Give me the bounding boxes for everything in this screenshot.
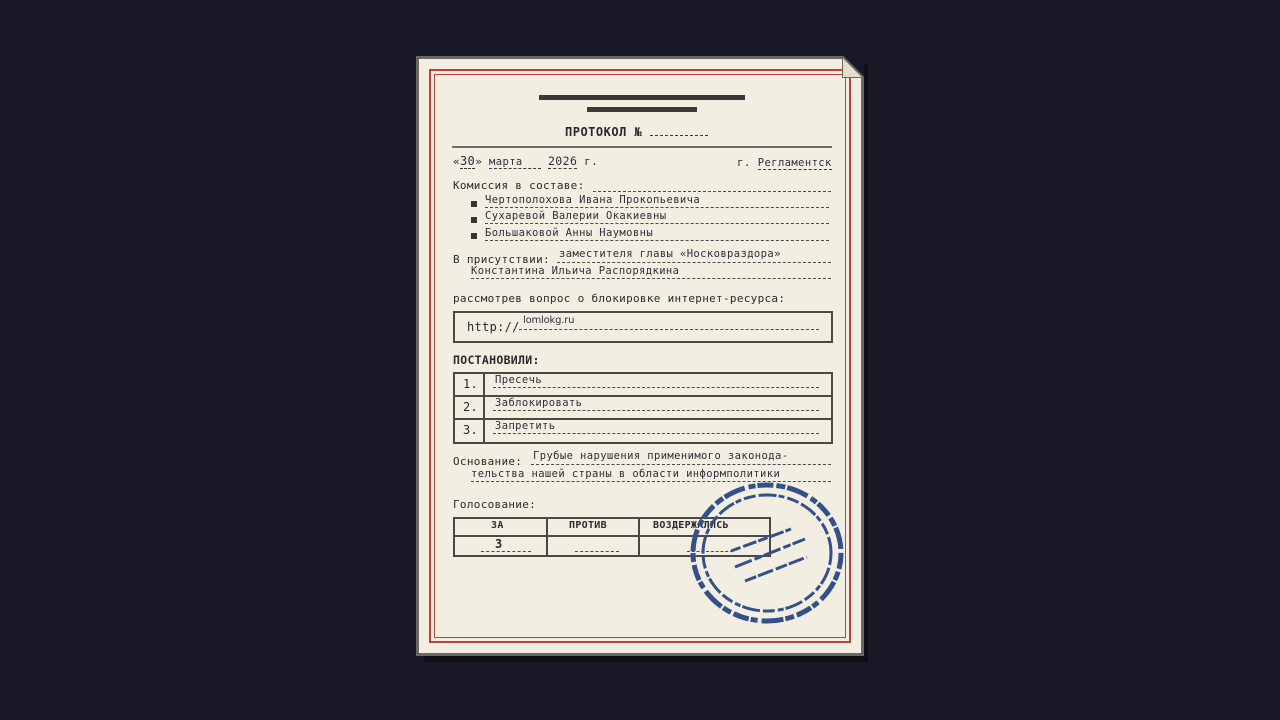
header-bar-top bbox=[539, 95, 745, 100]
document-title bbox=[565, 125, 708, 139]
member-2-underline bbox=[485, 223, 829, 224]
vote-value-for: 3 bbox=[495, 537, 503, 551]
date-suffix: г. bbox=[584, 155, 599, 168]
vote-underline-for bbox=[481, 551, 531, 552]
basis-line-1: Грубые нарушения применимого законода- bbox=[533, 450, 789, 462]
member-bullet-3 bbox=[471, 233, 477, 239]
vote-header-for: ЗА bbox=[491, 520, 504, 531]
city-prefix: г. bbox=[737, 156, 751, 169]
member-3-underline bbox=[485, 240, 829, 241]
protocol-document bbox=[416, 56, 864, 656]
official-stamp-icon bbox=[687, 477, 847, 627]
resolution-text-2: Заблокировать bbox=[495, 397, 583, 409]
presence-underline-1 bbox=[557, 262, 831, 263]
resolution-num-1: 1. bbox=[463, 377, 479, 391]
resolution-num-3: 3. bbox=[463, 423, 479, 437]
vote-divider-1 bbox=[546, 517, 548, 557]
url-value: lomlokg.ru bbox=[523, 315, 575, 326]
basis-label: Основание: bbox=[453, 455, 523, 468]
presence-line-2: Константина Ильича Распорядкина bbox=[471, 265, 680, 277]
folded-corner-icon bbox=[842, 56, 864, 78]
resolution-text-1: Пресечь bbox=[495, 374, 543, 386]
resolution-underline-1 bbox=[493, 387, 819, 388]
title-rule bbox=[452, 146, 832, 148]
header-bar-bottom bbox=[587, 107, 697, 112]
consider-label: рассмотрев вопрос о блокировке интернет-ресурса: bbox=[453, 292, 786, 305]
resolution-text-3: Запретить bbox=[495, 420, 556, 432]
url-prefix: http:// bbox=[467, 320, 520, 334]
vote-header-abstained: ВОЗДЕРЖАЛИСЬ bbox=[653, 520, 729, 531]
title-text: ПРОТОКОЛ № bbox=[565, 125, 643, 139]
resolved-label: ПОСТАНОВИЛИ: bbox=[453, 353, 540, 367]
member-1: Чертополохова Ивана Прокопьевича bbox=[485, 194, 701, 206]
member-1-underline bbox=[485, 207, 829, 208]
city-line bbox=[737, 156, 832, 169]
resolutions-divider bbox=[483, 372, 485, 444]
protocol-number-blank bbox=[650, 125, 708, 136]
resolution-underline-3 bbox=[493, 433, 819, 434]
vote-header-against: ПРОТИВ bbox=[569, 520, 607, 531]
date-day: 30 bbox=[459, 154, 476, 168]
date-line: «30» марта 2026 г. bbox=[453, 154, 599, 168]
vote-underline-against bbox=[575, 551, 619, 552]
member-2: Сухаревой Валерии Окакиевны bbox=[485, 210, 667, 222]
vote-label: Голосование: bbox=[453, 498, 537, 511]
presence-label: В присутствии: bbox=[453, 253, 550, 266]
presence-underline-2 bbox=[471, 278, 831, 279]
member-bullet-2 bbox=[471, 217, 477, 223]
resolution-underline-2 bbox=[493, 410, 819, 411]
city-name: Регламентск bbox=[757, 157, 832, 169]
presence-line-1: заместителя главы «Носковраздора» bbox=[559, 248, 781, 260]
basis-line-2: тельства нашей страны в области информполитики bbox=[471, 468, 781, 480]
date-month: марта bbox=[489, 156, 541, 169]
commission-underline bbox=[593, 191, 831, 192]
date-year: 2026 bbox=[547, 154, 578, 168]
commission-label: Комиссия в составе: bbox=[453, 179, 585, 192]
member-bullet-1 bbox=[471, 201, 477, 207]
basis-underline-1 bbox=[531, 464, 831, 465]
member-3: Большаковой Анны Наумовны bbox=[485, 227, 654, 239]
resolution-num-2: 2. bbox=[463, 400, 479, 414]
vote-divider-2 bbox=[638, 517, 640, 557]
url-underline bbox=[519, 329, 819, 330]
